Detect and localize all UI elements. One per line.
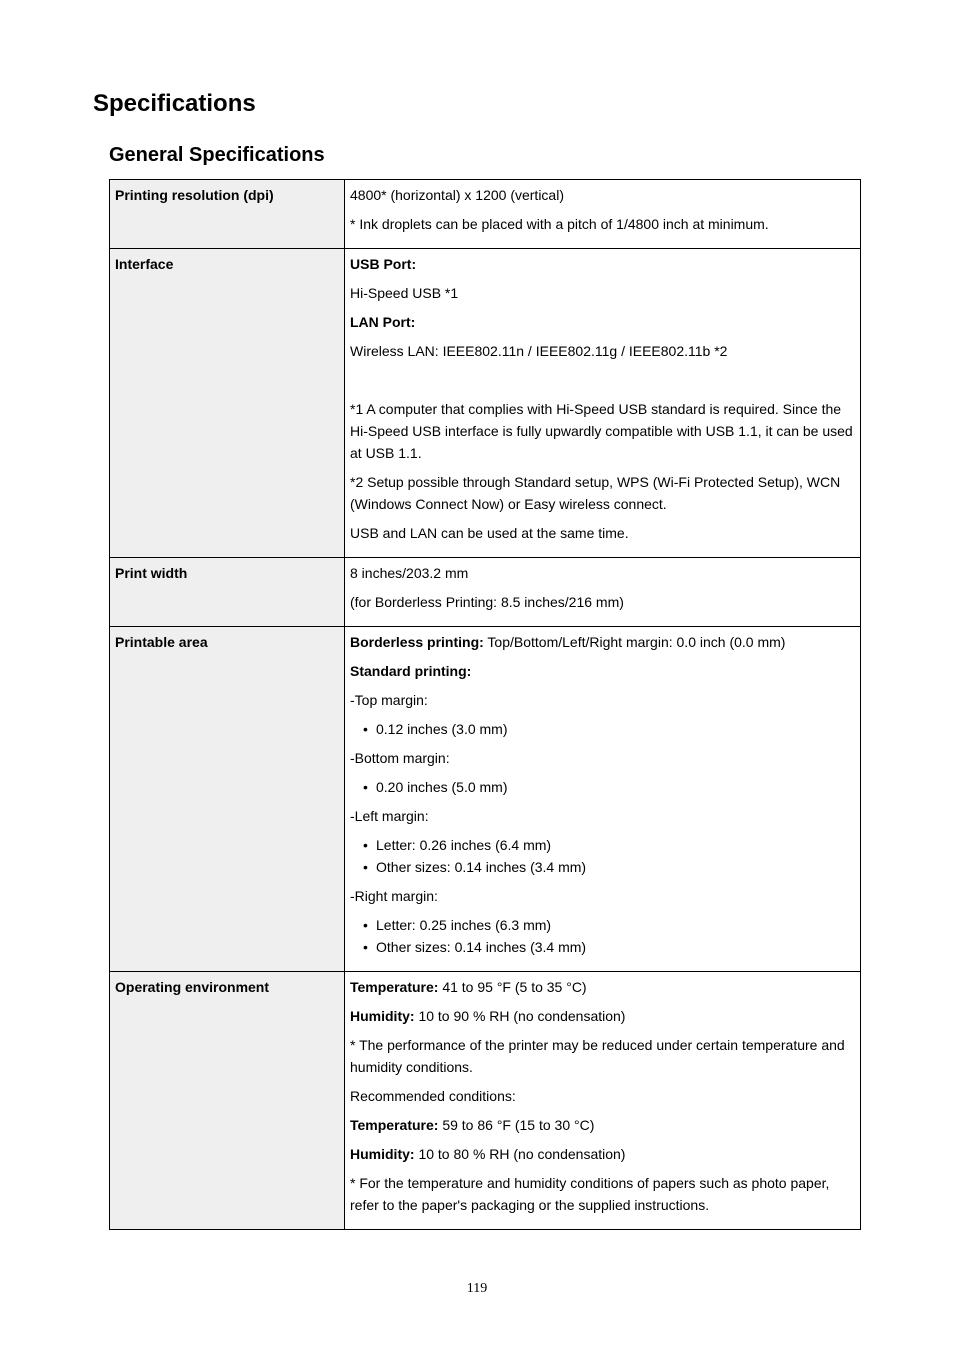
bottom-margin-label: -Bottom margin: [350, 750, 450, 766]
borderless-printing: Borderless printing: Top/Bottom/Left/Right margin: 0.0 inch (0.0 mm) [350, 634, 786, 650]
list-item: • 0.20 inches (5.0 mm) [350, 776, 855, 798]
table-row-operating-environment [110, 972, 861, 1230]
interface-note-3: USB and LAN can be used at the same time. [350, 525, 629, 541]
resolution-note: * Ink droplets can be placed with a pitch of 1/4800 inch at minimum. [350, 216, 769, 232]
list-item: • Letter: 0.26 inches (6.4 mm) [350, 834, 855, 856]
table-row-interface [110, 249, 861, 558]
usb-value: Hi-Speed USB *1 [350, 285, 459, 301]
lan-heading: LAN Port: [350, 314, 416, 330]
row-label: Print width [110, 558, 345, 627]
list-item: • 0.12 inches (3.0 mm) [350, 718, 855, 740]
specifications-table [109, 179, 861, 1230]
section-title: General Specifications [109, 144, 325, 166]
row-label: Operating environment [110, 972, 345, 1230]
interface-note-1: *1 A computer that complies with Hi-Speed USB standard is required. Since the Hi-Speed USB interface is fully upwardly compatible with USB 1.1, it can be used at USB 1.1. [350, 401, 853, 461]
environment-note-2: * For the temperature and humidity conditions of papers such as photo paper, refer to the paper's packaging or the supplied instructions. [350, 1175, 830, 1213]
bullet-icon: • [363, 859, 368, 875]
row-label: Interface [110, 249, 345, 558]
row-value [345, 558, 861, 627]
row-value [345, 972, 861, 1230]
row-value [345, 180, 861, 249]
temperature: Temperature: 41 to 95 °F (5 to 35 °C) [350, 979, 587, 995]
recommended-humidity: Humidity: 10 to 80 % RH (no condensation) [350, 1146, 626, 1162]
table-row-resolution [110, 180, 861, 249]
right-margin-list [350, 914, 855, 958]
list-item: • Other sizes: 0.14 inches (3.4 mm) [350, 856, 855, 878]
table-row-print-width [110, 558, 861, 627]
row-label: Printable area [110, 627, 345, 972]
interface-note-2: *2 Setup possible through Standard setup, WPS (Wi-Fi Protected Setup), WCN (Windows Connect Now) or Easy wireless connect. [350, 474, 841, 512]
humidity: Humidity: 10 to 90 % RH (no condensation) [350, 1008, 626, 1024]
environment-note-1: * The performance of the printer may be reduced under certain temperature and humidity conditions. [350, 1037, 845, 1075]
row-label: Printing resolution (dpi) [110, 180, 345, 249]
top-margin-label: -Top margin: [350, 692, 428, 708]
bullet-icon: • [363, 939, 368, 955]
print-width-borderless: (for Borderless Printing: 8.5 inches/216 mm) [350, 594, 624, 610]
bullet-icon: • [363, 917, 368, 933]
recommended-conditions: Recommended conditions: [350, 1088, 516, 1104]
row-value [345, 627, 861, 972]
print-width-value: 8 inches/203.2 mm [350, 565, 469, 581]
resolution-value: 4800* (horizontal) x 1200 (vertical) [350, 187, 564, 203]
bullet-icon: • [363, 837, 368, 853]
list-item: • Other sizes: 0.14 inches (3.4 mm) [350, 936, 855, 958]
top-margin-list [350, 718, 855, 740]
standard-printing-heading: Standard printing: [350, 663, 472, 679]
list-item: • Letter: 0.25 inches (6.3 mm) [350, 914, 855, 936]
bullet-icon: • [363, 779, 368, 795]
row-value [345, 249, 861, 558]
recommended-temperature: Temperature: 59 to 86 °F (15 to 30 °C) [350, 1117, 595, 1133]
table-row-printable-area [110, 627, 861, 972]
usb-heading: USB Port: [350, 256, 417, 272]
bottom-margin-list [350, 776, 855, 798]
right-margin-label: -Right margin: [350, 888, 438, 904]
lan-value: Wireless LAN: IEEE802.11n / IEEE802.11g / IEEE802.11b *2 [350, 343, 728, 359]
page-title: Specifications [93, 90, 256, 117]
page-number: 119 [466, 1281, 488, 1296]
bullet-icon: • [363, 721, 368, 737]
left-margin-list [350, 834, 855, 878]
left-margin-label: -Left margin: [350, 808, 429, 824]
